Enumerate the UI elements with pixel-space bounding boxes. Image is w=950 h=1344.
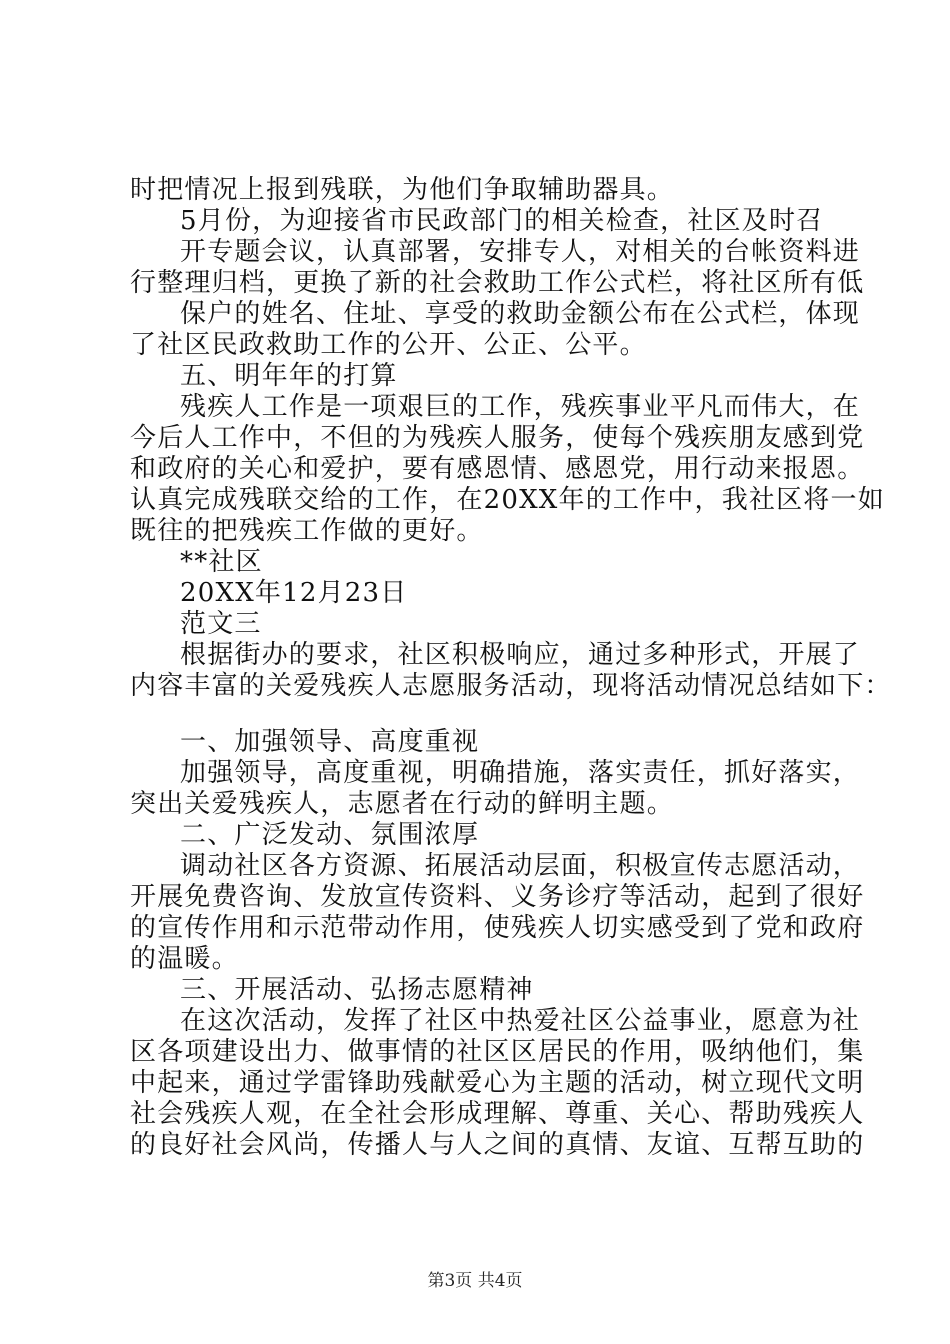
text-line: 了社区民政救助工作的公开、公正、公平。 <box>130 330 647 360</box>
text-line: 残疾人工作是一项艰巨的工作，残疾事业平凡而伟大，在 <box>180 392 861 422</box>
text-line: 既往的把残疾工作做的更好。 <box>130 516 484 546</box>
text-line: 的宣传作用和示范带动作用，使残疾人切实感受到了党和政府 <box>130 913 865 943</box>
text-line: 今后人工作中，不但的为残疾人服务，使每个残疾朋友感到党 <box>130 423 865 453</box>
text-line: 的良好社会风尚，传播人与人之间的真情、友谊、互帮互助的 <box>130 1130 865 1160</box>
text-line: 时把情况上报到残联，为他们争取辅助器具。 <box>130 175 675 205</box>
text-line: 突出关爱残疾人，志愿者在行动的鲜明主题。 <box>130 789 675 819</box>
text-line: 保户的姓名、住址、享受的救助金额公布在公式栏，体现 <box>180 299 861 329</box>
section-heading: 五、明年年的打算 <box>180 361 398 391</box>
text-line: 根据街办的要求，社区积极响应，通过多种形式，开展了 <box>180 640 861 670</box>
text-line: 5月份，为迎接省市民政部门的相关检查，社区及时召 <box>180 206 824 236</box>
text-line: 社会残疾人观，在全社会形成理解、尊重、关心、帮助残疾人 <box>130 1099 865 1129</box>
text-line: 中起来，通过学雷锋助残献爱心为主题的活动，树立现代文明 <box>130 1068 865 1098</box>
text-line: 开展免费咨询、发放宣传资料、义务诊疗等活动，起到了很好 <box>130 882 865 912</box>
text-line: 调动社区各方资源、拓展活动层面，积极宣传志愿活动， <box>180 851 861 881</box>
section-heading: 范文三 <box>180 609 262 639</box>
text-line: 内容丰富的关爱残疾人志愿服务活动，现将活动情况总结如下： <box>130 671 892 701</box>
text-line: 的温暖。 <box>130 944 239 974</box>
text-line: 开专题会议，认真部署，安排专人，对相关的台帐资料进 <box>180 237 861 267</box>
text-line: 在这次活动，发挥了社区中热爱社区公益事业，愿意为社 <box>180 1006 861 1036</box>
text-line: 加强领导，高度重视，明确措施，落实责任，抓好落实， <box>180 758 861 788</box>
text-line: 认真完成残联交给的工作，在20XX年的工作中，我社区将一如 <box>130 485 885 515</box>
section-heading: 二、广泛发动、氛围浓厚 <box>180 820 480 850</box>
section-heading: 三、开展活动、弘扬志愿精神 <box>180 975 534 1005</box>
signature-date: 20XX年12月23日 <box>180 578 408 608</box>
text-line: 行整理归档，更换了新的社会救助工作公式栏，将社区所有低 <box>130 268 865 298</box>
signature-org: **社区 <box>180 547 263 577</box>
text-line: 和政府的关心和爱护，要有感恩情、感恩党，用行动来报恩。 <box>130 454 865 484</box>
page-number-footer: 第3页 共4页 <box>427 1271 523 1291</box>
section-heading: 一、加强领导、高度重视 <box>180 727 480 757</box>
text-line: 区各项建设出力、做事情的社区区居民的作用，吸纳他们，集 <box>130 1037 865 1067</box>
